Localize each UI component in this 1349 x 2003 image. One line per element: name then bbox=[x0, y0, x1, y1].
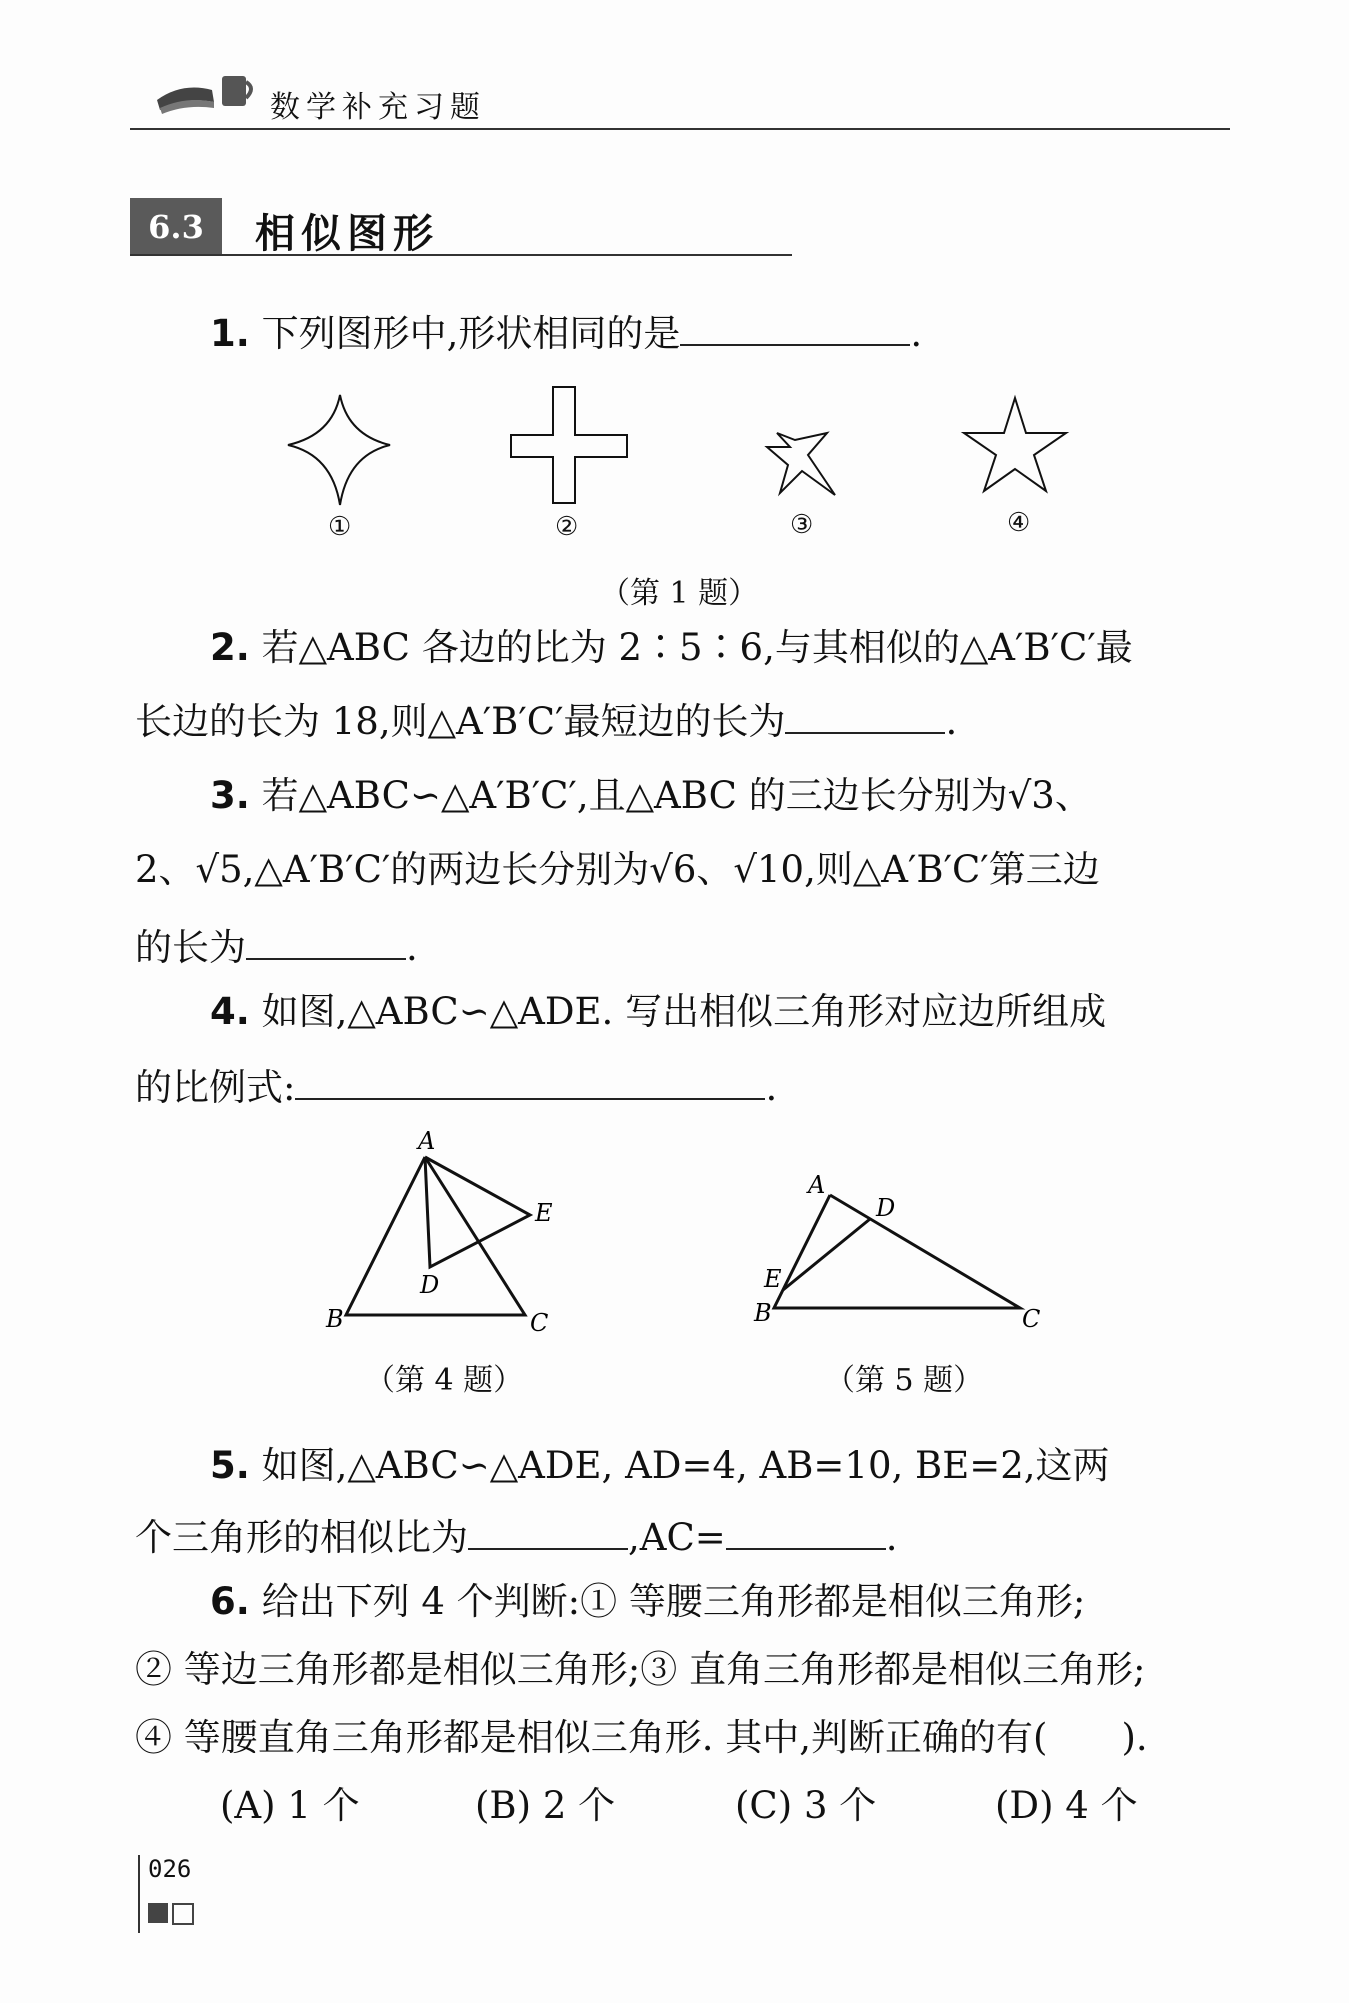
q4-line-1 bbox=[210, 990, 1106, 1034]
q4-text-1: 如图,△ABC∽△ADE. 写出相似三角形对应边所组成 bbox=[261, 990, 1107, 1033]
filled-square-icon bbox=[148, 1903, 168, 1923]
q5-line-2 bbox=[135, 1512, 898, 1560]
q5-blank-2[interactable] bbox=[726, 1512, 886, 1550]
q5-vertex-d: D bbox=[876, 1194, 896, 1222]
q1-label-2: ② bbox=[555, 512, 579, 542]
q5-number: 5. bbox=[210, 1444, 250, 1487]
footer-divider bbox=[138, 1855, 140, 1933]
four-point-star-shape bbox=[288, 395, 390, 505]
header-title: 数学补充习题 bbox=[270, 90, 486, 125]
q1-label-1: ① bbox=[328, 512, 352, 542]
q4-vertex-d: D bbox=[420, 1271, 440, 1299]
q3-period: . bbox=[406, 926, 418, 969]
q3-text-3: 的长为 bbox=[135, 926, 246, 969]
q1-period: . bbox=[910, 312, 923, 355]
q4-caption: （第 4 题） bbox=[365, 1363, 524, 1398]
q5-figure bbox=[740, 1165, 1060, 1335]
q3-blank[interactable] bbox=[246, 922, 406, 960]
empty-square-icon bbox=[172, 1903, 194, 1925]
q4-vertex-c: C bbox=[530, 1309, 549, 1337]
q1-figures bbox=[270, 385, 1090, 545]
q5-text-2b: ,AC= bbox=[628, 1516, 726, 1559]
q2-period: . bbox=[945, 700, 958, 743]
q6-line-3: ④ 等腰直角三角形都是相似三角形. 其中,判断正确的有( ). bbox=[135, 1716, 1148, 1759]
q5-period: . bbox=[885, 1516, 898, 1559]
q6-text-1: 给出下列 4 个判断:① 等腰三角形都是相似三角形; bbox=[261, 1580, 1086, 1623]
q5-text-1: 如图,△ABC∽△ADE, AD=4, AB=10, BE=2,这两 bbox=[261, 1444, 1110, 1487]
q4-figure bbox=[320, 1115, 580, 1345]
q4-vertex-b: B bbox=[326, 1305, 344, 1333]
q1-caption: （第 1 题） bbox=[600, 576, 759, 611]
triangle-ade bbox=[425, 1157, 530, 1267]
q2-line-1 bbox=[210, 626, 1133, 670]
q4-text-2: 的比例式: bbox=[135, 1066, 296, 1109]
q3-text-1: 若△ABC∽△A′B′C′,且△ABC 的三边长分别为√3、 bbox=[261, 774, 1092, 817]
q2-number: 2. bbox=[210, 626, 250, 669]
q5-vertex-c: C bbox=[1022, 1305, 1041, 1333]
q5-blank-1[interactable] bbox=[468, 1512, 628, 1550]
q2-text-1: 若△ABC 各边的比为 2∶5∶6,与其相似的△A′B′C′最 bbox=[261, 626, 1133, 669]
q5-caption: （第 5 题） bbox=[825, 1363, 984, 1398]
q1-label-4: ④ bbox=[1007, 508, 1031, 538]
q6-option-c[interactable]: (C) 3 个 bbox=[735, 1784, 877, 1827]
q5-vertex-a: A bbox=[808, 1171, 826, 1199]
small-star-shape bbox=[767, 433, 835, 495]
q5-vertex-b: B bbox=[754, 1299, 772, 1327]
q6-option-b[interactable]: (B) 2 个 bbox=[475, 1784, 616, 1827]
q5-line-1 bbox=[210, 1444, 1110, 1488]
q2-text-2: 长边的长为 18,则△A′B′C′最短边的长为 bbox=[135, 700, 786, 743]
q4-period: . bbox=[765, 1066, 778, 1109]
q4-blank[interactable] bbox=[295, 1062, 765, 1100]
q4-line-2 bbox=[135, 1062, 777, 1110]
five-point-star-shape bbox=[964, 398, 1066, 491]
q6-option-a[interactable]: (A) 1 个 bbox=[220, 1784, 360, 1827]
section-title: 相似图形 bbox=[255, 211, 439, 257]
q6-line-1 bbox=[210, 1580, 1085, 1624]
section-number: 6.3 bbox=[130, 198, 222, 254]
segment-de bbox=[783, 1219, 870, 1290]
q3-line-3 bbox=[135, 922, 418, 970]
q3-number: 3. bbox=[210, 774, 250, 817]
q1-text: 下列图形中,形状相同的是 bbox=[261, 312, 681, 355]
q1-blank[interactable] bbox=[680, 308, 910, 346]
book-and-cup-icon bbox=[152, 68, 262, 118]
q3-line-2: 2、√5,△A′B′C′的两边长分别为√6、√10,则△A′B′C′第三边 bbox=[135, 848, 1100, 891]
q2-line-2 bbox=[135, 696, 957, 744]
q1-label-3: ③ bbox=[790, 510, 814, 540]
q6-line-2: ② 等边三角形都是相似三角形;③ 直角三角形都是相似三角形; bbox=[135, 1648, 1146, 1691]
q4-vertex-a: A bbox=[418, 1127, 436, 1155]
cross-shape bbox=[511, 387, 627, 503]
section-heading bbox=[130, 198, 792, 256]
q1-line bbox=[210, 308, 922, 356]
q1-number: 1. bbox=[210, 312, 250, 355]
q2-blank[interactable] bbox=[785, 696, 945, 734]
page-header bbox=[130, 60, 1230, 130]
q4-vertex-e: E bbox=[535, 1199, 553, 1227]
page-number: 026 bbox=[148, 1855, 192, 1883]
triangle-abc bbox=[774, 1195, 1020, 1308]
q3-line-1 bbox=[210, 774, 1092, 818]
q6-option-d[interactable]: (D) 4 个 bbox=[995, 1784, 1138, 1827]
q5-text-2a: 个三角形的相似比为 bbox=[135, 1516, 468, 1559]
q5-vertex-e: E bbox=[764, 1265, 782, 1293]
q6-number: 6. bbox=[210, 1580, 250, 1623]
q4-number: 4. bbox=[210, 990, 250, 1033]
